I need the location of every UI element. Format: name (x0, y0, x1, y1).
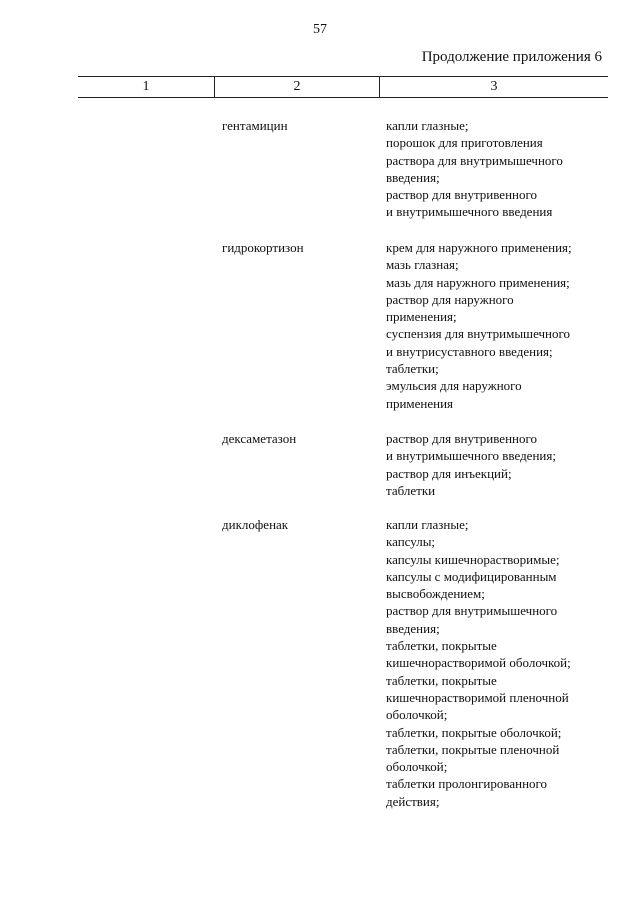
dosage-forms (386, 516, 626, 810)
dosage-form-line: раствор для внутривенного (386, 187, 537, 203)
dosage-forms (386, 239, 626, 412)
dosage-form-line: эмульсия для наружного (386, 378, 522, 394)
column-header-2: 2 (215, 77, 380, 97)
dosage-form-line: и внутрисуставного введения; (386, 343, 553, 359)
dosage-form-line: таблетки, покрытые (386, 672, 497, 688)
drug-name: гидрокортизон (222, 240, 304, 255)
dosage-form-line: раствор для наружного (386, 291, 514, 307)
drug-name: гентамицин (222, 118, 288, 133)
dosage-form-line: суспензия для внутримышечного (386, 326, 571, 342)
dosage-form-line: крем для наружного применения; (386, 240, 572, 255)
dosage-form-line: и внутримышечного введения (386, 204, 553, 220)
dosage-form-line: применения; (386, 309, 457, 325)
dosage-form-line: капсулы кишечнорастворимые; (386, 551, 560, 567)
dosage-form-line: раствор для внутривенного (386, 431, 537, 446)
dosage-form-line: мазь для наружного применения; (386, 274, 570, 290)
dosage-form-line: капли глазные; (386, 118, 469, 133)
table-header-row (78, 76, 608, 98)
dosage-form-line: кишечнорастворимой оболочкой; (386, 655, 571, 671)
page-number: 57 (313, 22, 327, 37)
dosage-form-line: оболочкой; (386, 707, 448, 723)
dosage-form-line: кишечнорастворимой пленочной (386, 689, 569, 705)
dosage-form-line: введения; (386, 620, 440, 636)
dosage-form-line: капсулы; (386, 534, 436, 550)
dosage-form-line: введения; (386, 169, 440, 185)
dosage-form-line: порошок для приготовления (386, 135, 543, 151)
dosage-form-line: капсулы с модифицированным (386, 568, 557, 584)
dosage-form-line: капли глазные; (386, 517, 469, 532)
dosage-form-line: раствора для внутримышечного (386, 152, 563, 168)
dosage-form-line: высвобождением; (386, 586, 485, 602)
column-header-1: 1 (78, 77, 215, 97)
column-header-3: 3 (490, 79, 498, 94)
dosage-form-line: применения (386, 395, 454, 411)
dosage-form-line: таблетки; (386, 361, 439, 377)
dosage-forms (386, 430, 626, 499)
dosage-form-line: таблетки, покрытые оболочкой; (386, 724, 562, 740)
dosage-forms (386, 117, 626, 221)
dosage-form-line: раствор для внутримышечного (386, 603, 558, 619)
dosage-form-line: таблетки пролонгированного (386, 776, 548, 792)
dosage-form-line: оболочкой; (386, 759, 448, 775)
dosage-form-line: таблетки (386, 482, 436, 498)
appendix-continuation-title: Продолжение приложения 6 (421, 49, 602, 65)
dosage-form-line: и внутримышечного введения; (386, 448, 556, 464)
dosage-form-line: действия; (386, 793, 440, 809)
dosage-form-line: раствор для инъекций; (386, 465, 512, 481)
drug-name: диклофенак (222, 517, 289, 532)
dosage-form-line: мазь глазная; (386, 257, 459, 273)
dosage-form-line: таблетки, покрытые пленочной (386, 741, 560, 757)
drug-name: дексаметазон (222, 431, 297, 446)
dosage-form-line: таблетки, покрытые (386, 638, 497, 654)
